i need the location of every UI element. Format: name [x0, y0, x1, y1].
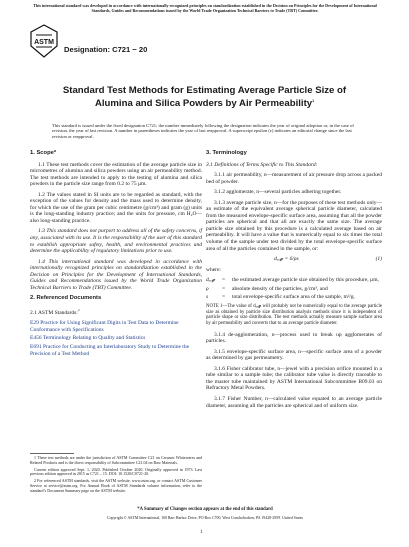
- scope-paragraph-3: 1.3 This standard does not purport to address all of the safety concerns, if any, associated with its use. It is the responsibility of the user of this standard to establish appropriate safety, health, and environmental practices and determine the applicability of regulatory limitations prior to use.: [30, 228, 202, 255]
- designation: Designation: C721 − 20: [64, 45, 148, 54]
- where-row-s: s = total envelope-specific surface area of the sample, m²/g.: [206, 294, 356, 301]
- footnotes: [30, 453, 202, 496]
- summary-of-changes-notice: *A Summary of Changes section appears at the end of this standard: [137, 507, 273, 512]
- note-1: NOTE 1—The value of dₐᵥ𝓰 will probably not be numerically equal to the average particle size as obtained by particle size distribution analysis methods since it is independent of particle shape or size distribution. The test methods actually measure sample surface area by air permeability and converts that to an average particle diameter.: [206, 303, 382, 326]
- definition-fisher-number: 3.1.7 Fisher Number, n—calculated value equated to an average particle diameter, assuming all the particles are spherical and of uniform size.: [206, 396, 382, 409]
- definitions-heading: 3.1 Definitions of Terms Specific to This Standard:: [206, 161, 318, 168]
- title-footnote-marker: 1: [312, 99, 315, 103]
- reference-code[interactable]: E691: [30, 343, 42, 350]
- reference-e456[interactable]: [30, 335, 202, 342]
- international-standard-notice: This international standard was developed in accordance with internationally recognized principles on standardization established in the Decision on Principles for the Development of International Standards, Guides and Recommendations issued by the World Trade Organization Technical Barriers to Trade (TBT) Committee.: [33, 3, 377, 13]
- equation-number: (1): [375, 256, 382, 263]
- definition-agglomerate: 3.1.2 agglomerate, n—several particles adhering together.: [214, 189, 342, 196]
- equation-1: [274, 256, 382, 263]
- reference-e29[interactable]: [30, 320, 202, 333]
- footnote-1: 1 These test methods are under the jurisdiction of ASTM Committee C21 on Ceramic Whitewares and Related Products and is the direct responsibility of Subcommittee C21.04 on Raw Materials.: [30, 455, 202, 465]
- definition-de-agglomeration: 3.1.4 de-agglomeration, n—process used to break up agglomerates of particles.: [206, 331, 382, 345]
- footnote-divider: [30, 453, 74, 454]
- definition-air-permeability: 3.1.1 air permeability, n—measurement of air pressure drop across a packed bed of powder.: [206, 172, 382, 185]
- reference-title[interactable]: Practice for Using Significant Digits in Test Data to Determine Conformance with Specifications: [30, 320, 179, 333]
- definition-average-particle-size: 3.1.3 average particle size, n—for the purposes of these test methods only—an estimate of the equivalent average spherical particle diameter, calculated from the measured envelope-specific surface area, assuming that all the powder particles are spherical and that all are exactly the same size. The average particle size obtained by this procedure is a calculated average based on air permeability. It will have a value that is numerically equal to six times the total volume of the sample under test divided by the total envelope-specific surface area of all the particles contained in the sample, or:: [206, 199, 383, 252]
- definition-fisher-calibrator-tube: 3.1.6 Fisher calibrator tube, n—jewel with a precision orifice mounted in a tube similar to a sample tube; the calibrator tube value is directly traceable to the master tube maintained by ASTM International Subcommittee B09.03 on Refractory Metal Powders.: [206, 365, 382, 392]
- where-row-rho: ρ = absolute density of the particles, g/cm³, and: [206, 285, 328, 292]
- terminology-heading: 3. Terminology: [206, 150, 247, 156]
- scope-paragraph-4: 1.4 This international standard was developed in accordance with internationally recognized principles on standardization established in the Decision on Principles for the Development of International Standards, Guides and Recommendations issued by the World Trade Organization Technical Barriers to Trade (TBT) Committee.: [30, 258, 202, 291]
- page-number: 1: [200, 530, 203, 535]
- definition-envelope-specific-surface-area: 3.1.5 envelope-specific surface area, n—specific surface area of a powder as determined by gas permeametry.: [206, 348, 382, 362]
- document-title: [52, 85, 357, 109]
- where-label: where:: [206, 266, 221, 273]
- referenced-documents-heading: 2. Referenced Documents: [30, 295, 102, 302]
- scope-paragraph-2: 1.2 The values stated in SI units are to be regarded as standard, with the exception of the values for density and the mass used to determine density, for which the use of the gram per cubic centimetre (g/cm³) and gram (g) units is the long-standing industry practice; and the units for pressure, cm H₂O—also long-standing practice.: [30, 191, 202, 224]
- standard-issuance-note: This standard is issued under the fixed designation C721; the number immediately following the designation indicates the year of original adoption or, in the case of revision, the year of last revision. A number in parentheses indicates the year of last reapproval. A superscript epsilon (ε) indicates an editorial change since the last revision or reapproval.: [52, 123, 354, 139]
- reference-title[interactable]: Practice for Conducting an Interlaboratory Study to Determine the Precision of a Test Method: [30, 343, 190, 357]
- footnote-edition: Current edition approved Sept. 1, 2020. Published October 2020. Originally approved in 1973. Last previous edition approved in 2015 as C721 – 15. DOI: 10.1520/C0721-20.: [30, 466, 202, 477]
- where-row-d-avg: dₐᵥ𝓰 = the estimated average particle size obtained by this procedure, µm,: [206, 277, 379, 284]
- reference-title[interactable]: Terminology Relating to Quality and Statistics: [42, 335, 146, 342]
- svg-text:ASTM: ASTM: [34, 39, 54, 46]
- astm-logo: [30, 24, 58, 58]
- copyright-line: Copyright © ASTM International, 100 Barr Harbor Drive, PO Box C700, West Conshohocken, PA 19428-2959. United States: [107, 516, 303, 520]
- scope-paragraph-1: 1.1 These test methods cover the estimation of the average particle size in micrometres of alumina and silica powders using an air permeability method. The test methods are intended to apply to the testing of alumina and silica powders in the particle size range from 0.2 to 75 µm.: [30, 161, 202, 188]
- title-text: Standard Test Methods for Estimating Average Particle Size of Alumina and Silica Powders by Air Permeability: [62, 85, 347, 110]
- footnote-2: 2 For referenced ASTM standards, visit the ASTM website, www.astm.org, or contact ASTM Customer Service at service@astm.org. For Annual Book of ASTM Standards volume information, refer to the standard’s Document Summary page on the ASTM website.: [30, 478, 202, 493]
- right-column: [206, 150, 382, 413]
- left-column: [30, 150, 202, 359]
- reference-code[interactable]: E29: [30, 320, 39, 327]
- reference-e691[interactable]: [30, 344, 202, 357]
- equation-expression: dₐᵥ𝓰 = 6/ρs: [274, 256, 299, 263]
- scope-heading: 1. Scope*: [30, 150, 57, 156]
- reference-code[interactable]: E456: [30, 335, 42, 342]
- astm-standards-label: 2.1 ASTM Standards:$^2$: [30, 307, 80, 316]
